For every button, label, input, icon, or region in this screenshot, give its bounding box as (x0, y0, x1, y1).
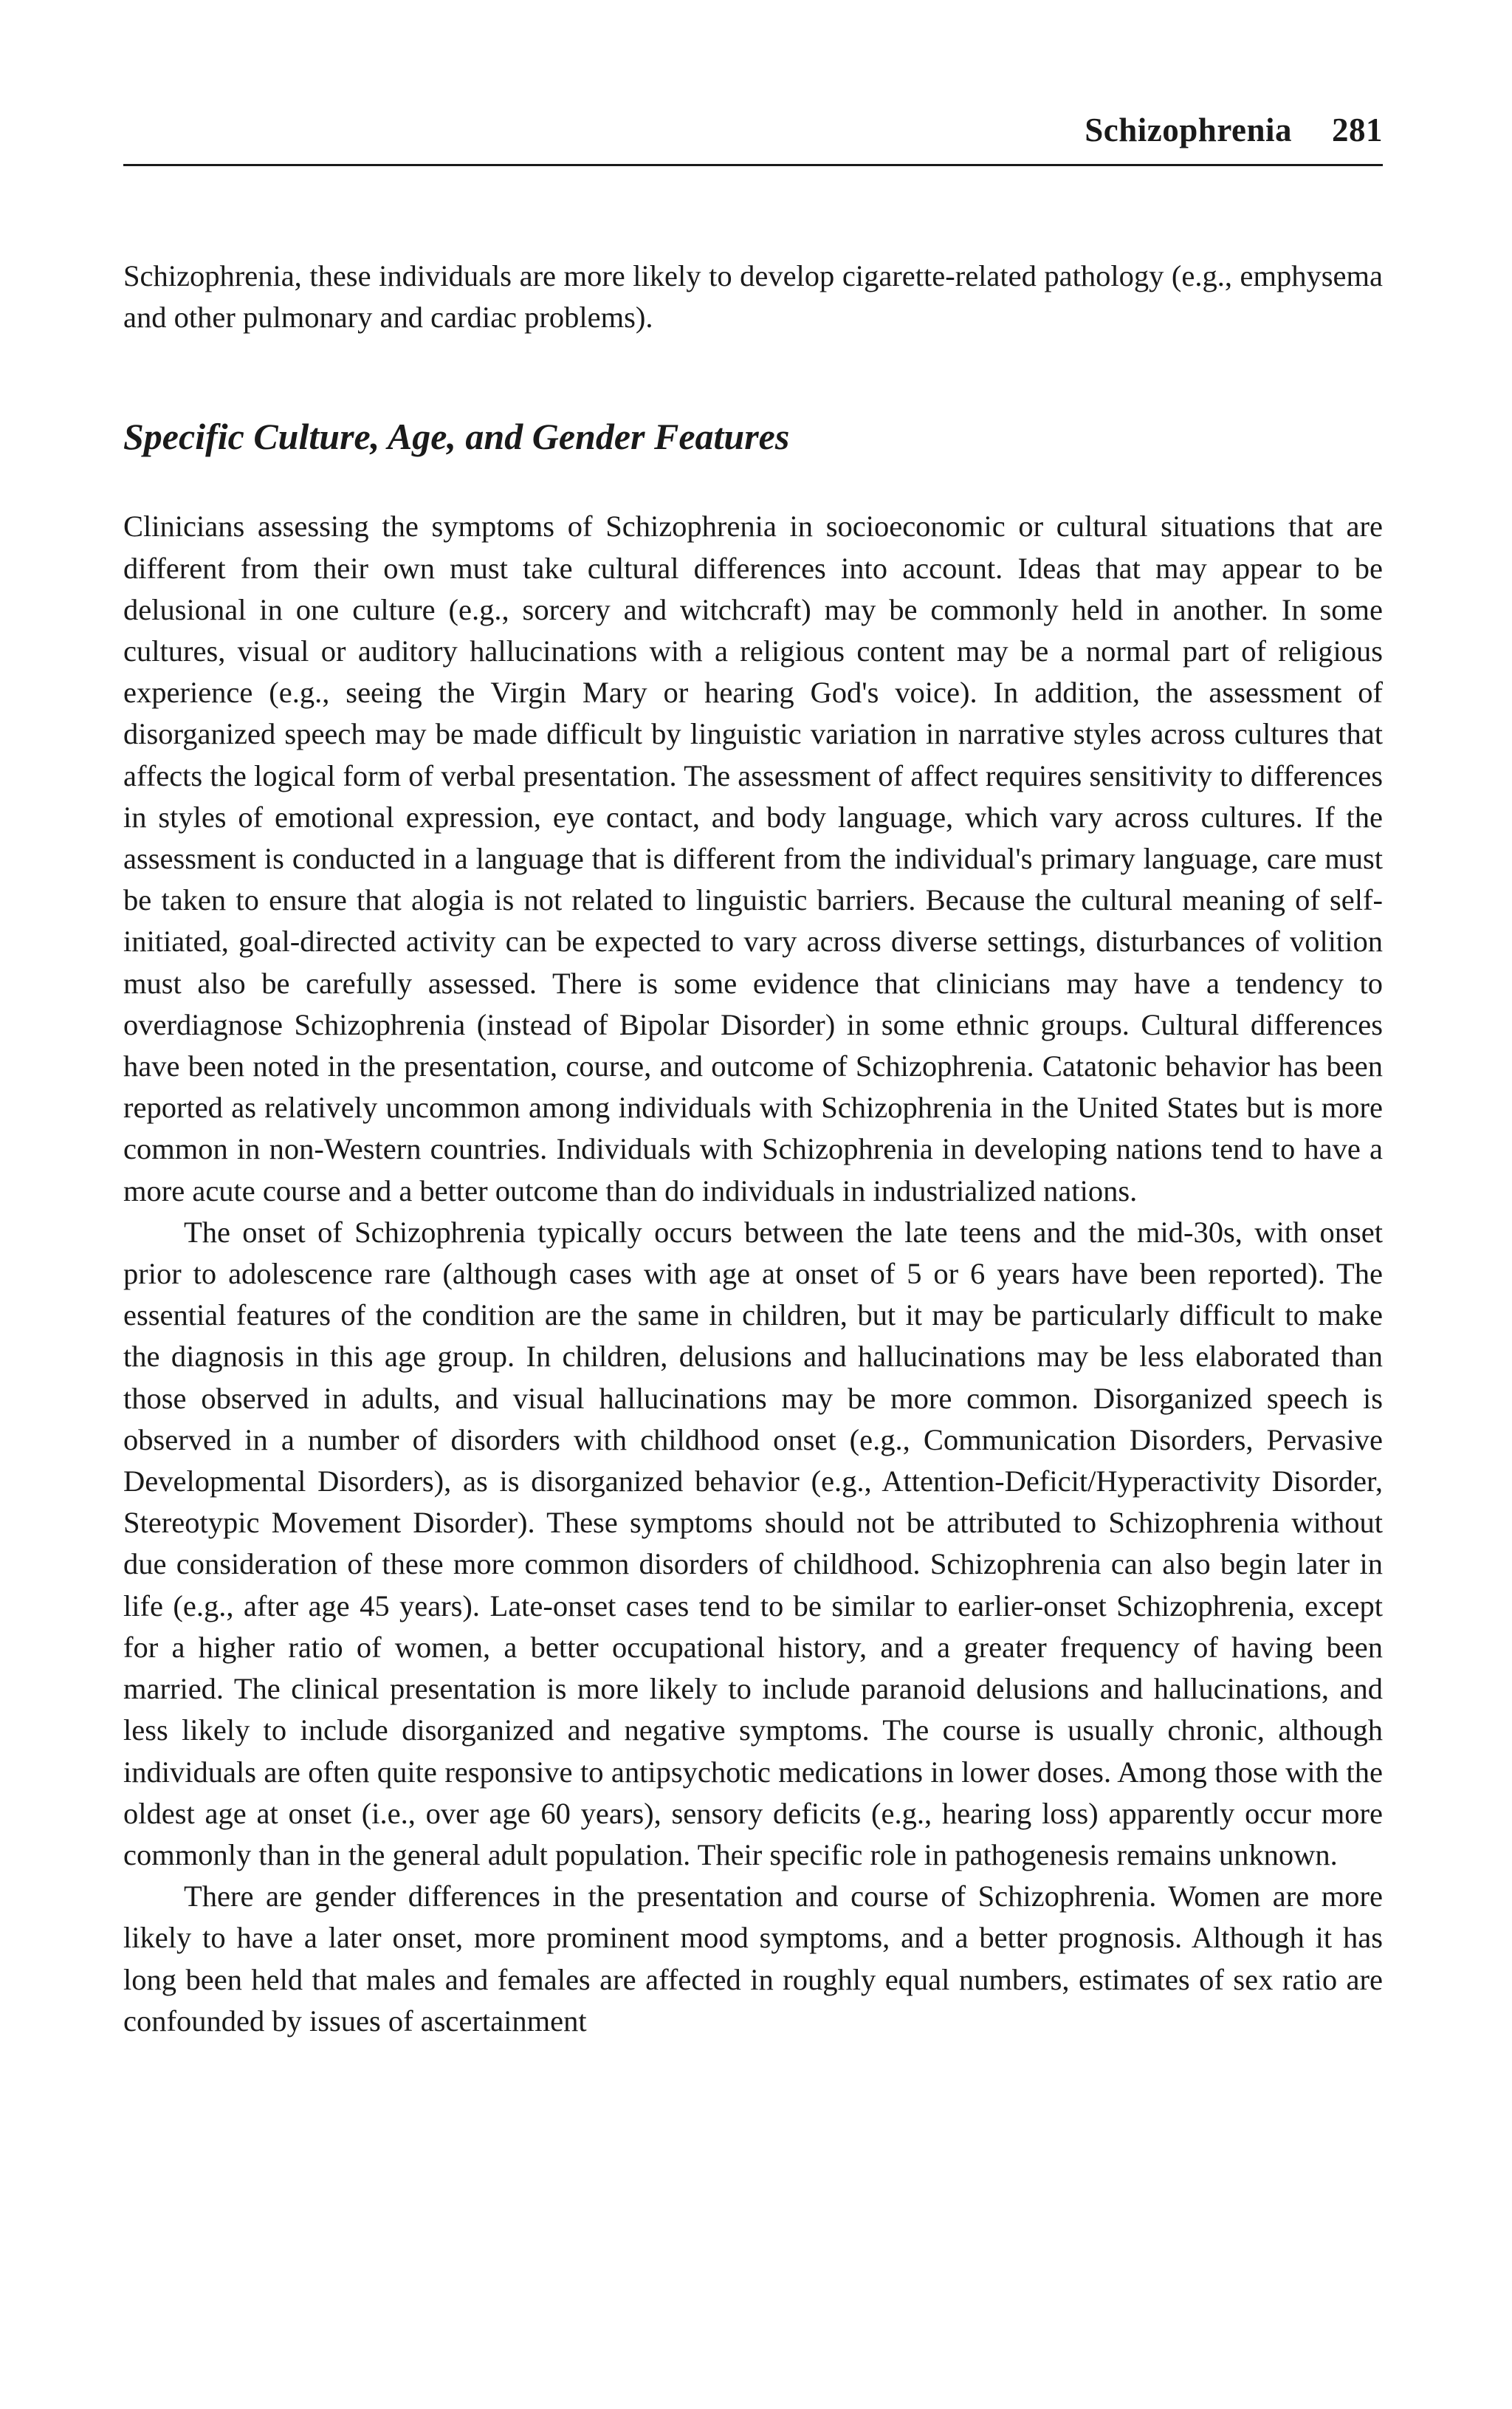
paragraph-gender: There are gender differences in the presentation and course of Schizophrenia. Women are more likely to have a later onset, more prominent mood symptoms, and a better prognosis. Although it has long been held that males and females are affected in roughly equal numbers, estimates of sex ratio are confounded by issues of ascertainment (123, 1879, 1383, 2038)
paragraph-age: The onset of Schizophrenia typically occurs between the late teens and the mid-30s, with onset prior to adolescence rare (although cases with age at onset of 5 or 6 years have been reported). The essential features of the condition are the same in children, but it may be particularly difficult to make the diagnosis in this age group. In children, delusions and hallucinations may be less elaborated than those observed in adults, and visual hallucinations may be more common. Disorganized speech is observed in a number of disorders with childhood onset (e.g., Communication Disorders, Pervasive Developmental Disorders), as is disorganized behavior (e.g., Attention-Deficit/Hyperactivity Disorder, Stereotypic Movement Disorder). These symptoms should not be attributed to Schizophrenia without due consideration of these more common disorders of childhood. Schizophrenia can also begin later in life (e.g., after age 45 years). Late-onset cases tend to be similar to earlier-onset Schizophrenia, except for a higher ratio of women, a better occupational history, and a greater frequency of having been married. The clinical presentation is more likely to include paranoid delusions and hallucinations, and less likely to include disorganized and negative symptoms. The course is usually chronic, although individuals are often quite responsive to antipsychotic medications in lower doses. Among those with the oldest age at onset (i.e., over age 60 years), sensory deficits (e.g., hearing loss) apparently occur more commonly than in the general adult population. Their specific role in pathogenesis remains unknown. (123, 1215, 1383, 1871)
running-header-title: Schizophrenia (1085, 112, 1292, 148)
page-number: 281 (1332, 112, 1383, 148)
running-header (1085, 111, 1383, 149)
header-rule (123, 164, 1383, 166)
body-text (123, 256, 1383, 2042)
paragraph-culture: Clinicians assessing the symptoms of Schizophrenia in socioeconomic or cultural situations that are different from their own must take cultural differences into account. Ideas that may appear to be delusional in one culture (e.g., sorcery and witchcraft) may be commonly held in another. In some cultures, visual or auditory hallucinations with a religious content may be a normal part of religious experience (e.g., seeing the Virgin Mary or hearing God's voice). In addition, the assessment of disorganized speech may be made difficult by linguistic variation in narrative styles across cultures that affects the logical form of verbal presentation. The assessment of affect requires sensitivity to differences in styles of emotional expression, eye contact, and body language, which vary across cultures. If the assessment is conducted in a language that is different from the individual's primary language, care must be taken to ensure that alogia is not related to linguistic barriers. Because the cultural meaning of self-initiated, goal-directed activity can be expected to vary across diverse settings, disturbances of volition must also be carefully assessed. There is some evidence that clinicians may have a tendency to overdiagnose Schizophrenia (instead of Bipolar Disorder) in some ethnic groups. Cultural differences have been noted in the presentation, course, and outcome of Schizophrenia. Catatonic behavior has been reported as relatively uncommon among individuals with Schizophrenia in the United States but is more common in non-Western countries. Individuals with Schizophrenia in developing nations tend to have a more acute course and a better outcome than do individuals in industrialized nations. (123, 510, 1383, 1207)
section-heading: Specific Culture, Age, and Gender Features (123, 416, 790, 458)
continuation-paragraph: Schizophrenia, these individuals are more likely to develop cigarette-related pathology (e.g., emphysema and other pulmonary and cardiac problems). (123, 259, 1383, 335)
